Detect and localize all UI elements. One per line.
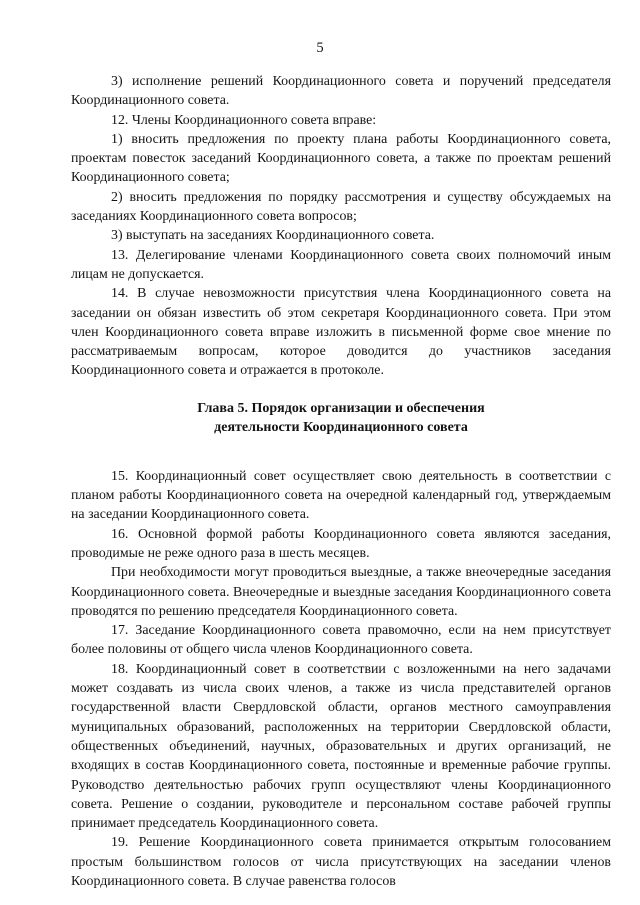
paragraph-item-3-execution: 3) исполнение решений Координационного совета и поручений председателя Координационного совета. [71,74,611,109]
chapter-heading [71,399,611,437]
paragraph-17-quorum: 17. Заседание Координационного совета правомочно, если на нем присутствует более половины от общего числа членов Координационного совета. [71,623,611,658]
paragraph-16-meetings: 16. Основной формой работы Координационного совета являются заседания, проводимые не реже одного раза в шесть месяцев. [71,526,611,561]
paragraph-item-2-proposals: 2) вносить предложения по порядку рассмотрения и существу обсуждаемых на заседаниях Координационного совета вопросов; [71,189,611,225]
document-body [71,72,611,891]
paragraph-item-3-speak: 3) выступать на заседаниях Координационного совета. [111,228,435,244]
paragraph-12-member-rights: 12. Члены Координационного совета вправе: [111,112,377,128]
chapter-heading-line-2: деятельности Координационного совета [214,419,468,435]
paragraph-item-1-proposals: 1) вносить предложения по проекту плана работы Координационного совета, проектам повесток заседаний Координационного совета, а также по проектам решений Координационного совета; [71,131,611,186]
paragraph-15-activity-plan: 15. Координационный совет осуществляет свою деятельность в соответствии с планом работы Координационного совета на очередной календарный год, утверждаемым на заседании Координационного совета. [71,468,611,523]
paragraph-14-absence: 14. В случае невозможности присутствия члена Координационного совета на заседании он обязан известить об этом секретаря Координационного совета. При этом член Координационного совета вправе изложить в письменной форме свое мнение по рассматриваемым вопросам, которое доводится до участников заседания Координационного совета и отражается в протоколе. [71,286,611,379]
paragraph-extraordinary-meetings: При необходимости могут проводиться выездные, а также внеочередные заседания Координационного совета. Внеочередные и выездные заседания Координационного совета проводятся по решению председателя Координационного совета. [71,565,611,619]
paragraph-18-working-groups: 18. Координационный совет в соответствии с возложенными на него задачами может создавать из числа своих членов, а также из числа представителей органов государственной власти Свердловской области, органов местного самоуправления муниципальных образований, расположенных на территории Свердловской области, общественных объединений, научных, образовательных и других организаций, не входящих в состав Координационного совета, постоянные и временные рабочие группы. Руководство деятельностью рабочих групп осуществляют члены Координационного совета. Решение о создании, руководителе и персональном составе рабочей группы принимает председатель Координационного совета. [71,661,611,832]
paragraph-13-delegation: 13. Делегирование членами Координационного совета своих полномочий иным лицам не допускается. [71,247,611,282]
page-number: 5 [316,40,324,56]
paragraph-19-voting: 19. Решение Координационного совета принимается открытым голосованием простым большинством голосов от числа присутствующих на заседании членов Координационного совета. В случае равенства голосов [71,835,611,889]
chapter-heading-line-1: Глава 5. Порядок организации и обеспечения [197,400,485,416]
